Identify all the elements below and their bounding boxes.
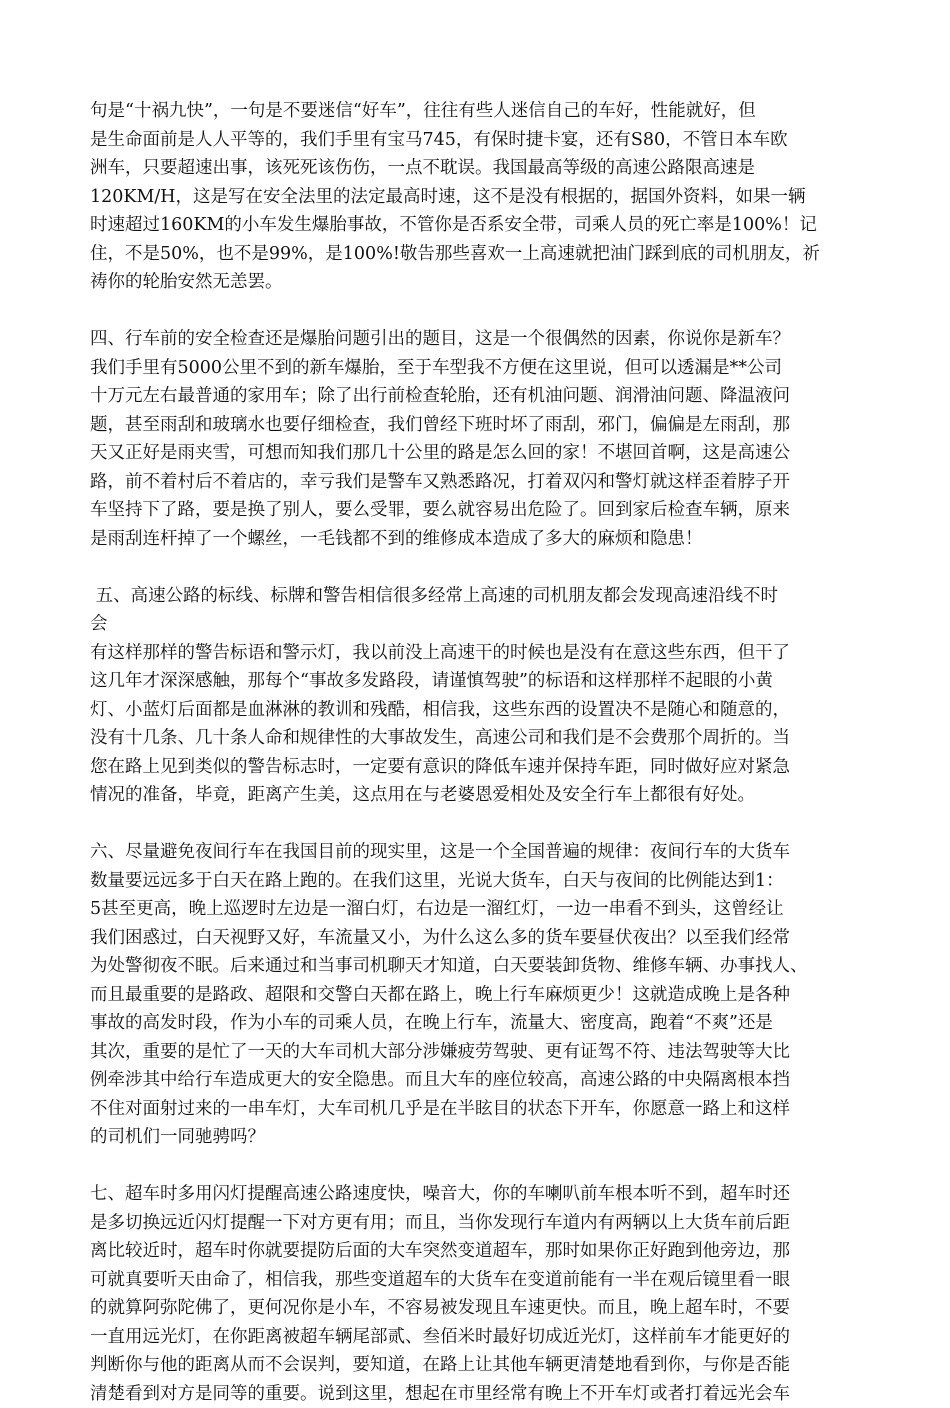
text-line: 事故的高发时段，作为小车的司乘人员，在晚上行车，流量大、密度高，跑着“不爽”还是: [90, 1009, 870, 1038]
text-line: 会: [90, 610, 870, 639]
text-line: 的司机们一同驰骋吗？: [90, 1123, 870, 1152]
text-line: 为处警彻夜不眠。后来通过和当事司机聊天才知道，白天要装卸货物、维修车辆、办事找人、: [90, 952, 870, 981]
text-line: 120KM/H，这是写在安全法里的法定最高时速，这不是没有根据的，据国外资料，如果一辆: [90, 183, 870, 212]
text-line: 的就算阿弥陀佛了，更何况你是小车，不容易被发现且车速更快。而且，晚上超车时，不要: [90, 1294, 870, 1323]
text-line: 其次，重要的是忙了一天的大车司机大部分涉嫌疲劳驾驶、更有证驾不符、违法驾驶等大比: [90, 1038, 870, 1067]
text-line: 不住对面射过来的一串车灯，大车司机几乎是在半眩目的状态下开车，你愿意一路上和这样: [90, 1095, 870, 1124]
text-line: 题，甚至雨刮和玻璃水也要仔细检查，我们曾经下班时坏了雨刮，邪门，偏偏是左雨刮，那: [90, 411, 870, 440]
text-line: 这几年才深深感触，那每个“事故多发路段，请谨慎驾驶”的标语和这样那样不起眼的小黄: [90, 667, 870, 696]
text-line: 清楚看到对方是同等的重要。说到这里，想起在市里经常有晚上不开车灯或者打着远光会车: [90, 1380, 870, 1408]
text-line: 我们手里有5000公里不到的新车爆胎，至于车型我不方便在这里说，但可以透漏是**公司: [90, 354, 870, 383]
text-line: 而且最重要的是路政、超限和交警白天都在路上，晚上行车麻烦更少！这就造成晚上是各种: [90, 981, 870, 1010]
document-page: [90, 97, 870, 1408]
text-line: 车坚持下了路，要是换了别人，要么受罪，要么就容易出危险了。回到家后检查车辆，原来: [90, 496, 870, 525]
text-line: 一直用远光灯，在你距离被超车辆尾部贰、叁佰米时最好切成近光灯，这样前车才能更好的: [90, 1323, 870, 1352]
paragraph-section-6: [90, 838, 870, 1152]
text-line: 灯、小蓝灯后面都是血淋淋的教训和残酷，相信我，这些东西的设置决不是随心和随意的，: [90, 696, 870, 725]
paragraph-section-5: [90, 582, 870, 810]
text-line: 天又正好是雨夹雪，可想而知我们那几十公里的路是怎么回的家！不堪回首啊，这是高速公: [90, 439, 870, 468]
paragraph-section-4: [90, 325, 870, 553]
text-line: 路，前不着村后不着店的，幸亏我们是警车又熟悉路况，打着双闪和警灯就这样歪着脖子开: [90, 468, 870, 497]
paragraph-gap: [90, 297, 870, 326]
section-heading-line: 六、尽量避免夜间行车在我国目前的现实里，这是一个全国普遍的规律：夜间行车的大货车: [90, 838, 870, 867]
text-line: 我们困惑过，白天视野又好，车流量又小，为什么这么多的货车要昼伏夜出？以至我们经常: [90, 924, 870, 953]
paragraph-gap: [90, 553, 870, 582]
text-line: 有这样那样的警告标语和警示灯，我以前没上高速干的时候也是没有在意这些东西，但干了: [90, 639, 870, 668]
text-line: 祷你的轮胎安然无恙罢。: [90, 268, 870, 297]
text-line: 洲车，只要超速出事，该死死该伤伤，一点不耽误。我国最高等级的高速公路限高速是: [90, 154, 870, 183]
section-heading-line: 七、超车时多用闪灯提醒高速公路速度快，噪音大，你的车喇叭前车根本听不到，超车时还: [90, 1180, 870, 1209]
text-line: 您在路上见到类似的警告标志时，一定要有意识的降低车速并保持车距，同时做好应对紧急: [90, 753, 870, 782]
text-line: 例牵涉其中给行车造成更大的安全隐患。而且大车的座位较高，高速公路的中央隔离根本挡: [90, 1066, 870, 1095]
text-line: 没有十几条、几十条人命和规律性的大事故发生，高速公司和我们是不会费那个周折的。当: [90, 724, 870, 753]
text-line: 可就真要听天由命了，相信我，那些变道超车的大货车在变道前能有一半在观后镜里看一眼: [90, 1266, 870, 1295]
text-line: 时速超过160KM的小车发生爆胎事故，不管你是否系安全带，司乘人员的死亡率是100%！记: [90, 211, 870, 240]
text-line: 5甚至更高，晚上巡逻时左边是一溜白灯，右边是一溜红灯，一边一串看不到头，这曾经让: [90, 895, 870, 924]
text-line: 数量要远远多于白天在路上跑的。在我们这里，光说大货车，白天与夜间的比例能达到1：: [90, 867, 870, 896]
text-line: 是生命面前是人人平等的，我们手里有宝马745，有保时捷卡宴，还有S80，不管日本车欧: [90, 126, 870, 155]
text-line: 情况的准备，毕竟，距离产生美，这点用在与老婆恩爱相处及安全行车上都很有好处。: [90, 781, 870, 810]
section-heading-line: 四、行车前的安全检查还是爆胎问题引出的题目，这是一个很偶然的因素，你说你是新车？: [90, 325, 870, 354]
text-line: 十万元左右最普通的家用车；除了出行前检查轮胎，还有机油问题、润滑油问题、降温液问: [90, 382, 870, 411]
section-heading-line: 五、高速公路的标线、标牌和警告相信很多经常上高速的司机朋友都会发现高速沿线不时: [90, 582, 870, 611]
text-line: 离比较近时，超车时你就要提防后面的大车突然变道超车，那时如果你正好跑到他旁边，那: [90, 1237, 870, 1266]
text-line: 判断你与他的距离从而不会误判，要知道，在路上让其他车辆更清楚地看到你，与你是否能: [90, 1351, 870, 1380]
text-line: 是多切换远近闪灯提醒一下对方更有用；而且，当你发现行车道内有两辆以上大货车前后距: [90, 1209, 870, 1238]
paragraph-gap: [90, 1152, 870, 1181]
text-line: 是雨刮连杆掉了一个螺丝，一毛钱都不到的维修成本造成了多大的麻烦和隐患！: [90, 525, 870, 554]
text-line: 句是“十祸九快”，一句是不要迷信“好车”，往往有些人迷信自己的车好，性能就好，但: [90, 97, 870, 126]
paragraph-section-7: [90, 1180, 870, 1408]
text-line: 住，不是50%，也不是99%，是100%!敬告那些喜欢一上高速就把油门踩到底的司机朋友，祈: [90, 240, 870, 269]
paragraph-gap: [90, 810, 870, 839]
paragraph-speeding: [90, 97, 870, 297]
